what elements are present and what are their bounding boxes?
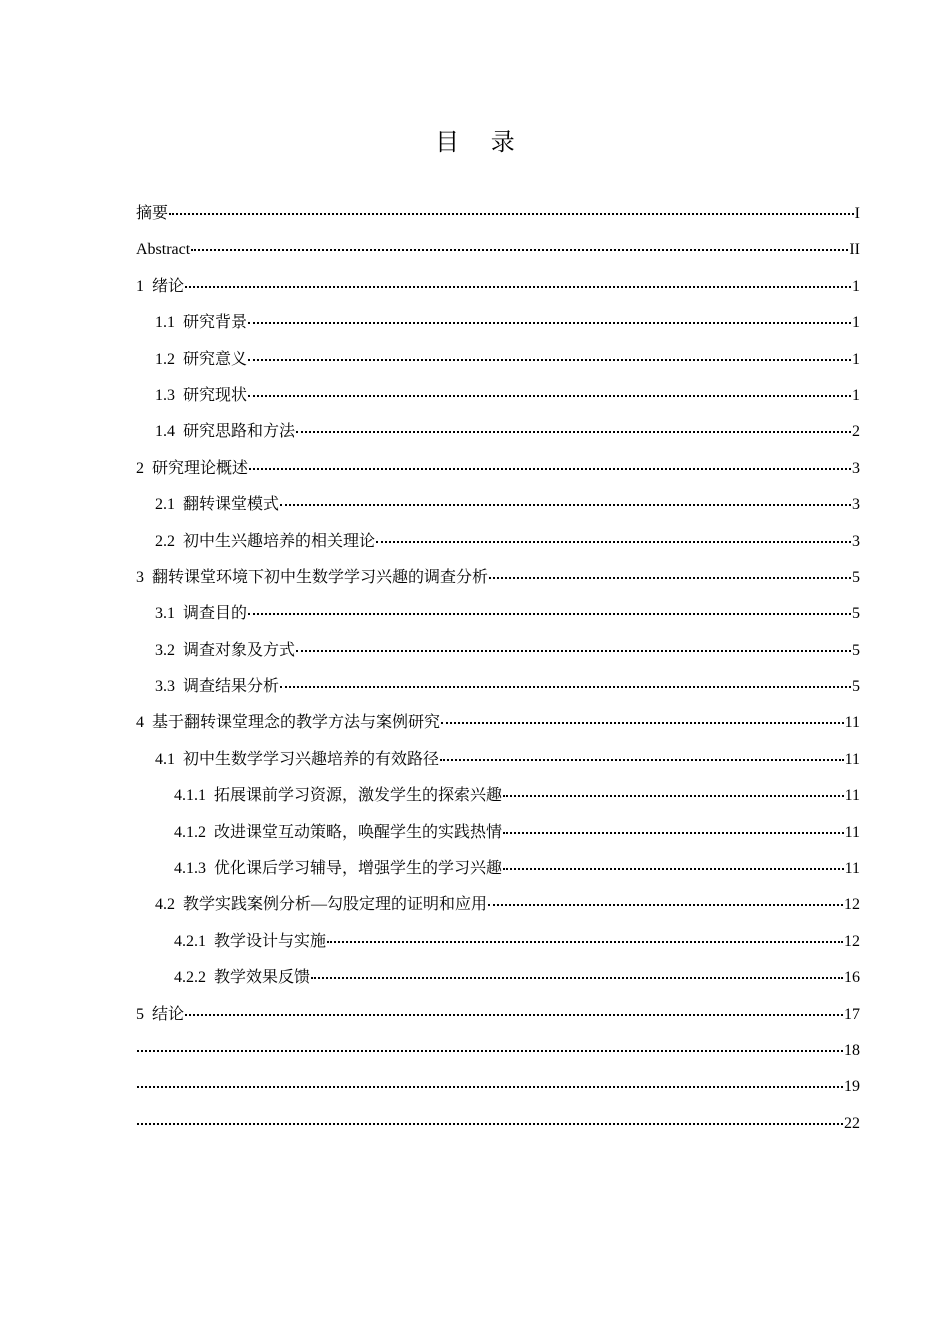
toc-entry-number: 2.2	[155, 532, 175, 550]
toc-entry[interactable]	[136, 524, 860, 560]
toc-entry-title: 拓展课前学习资源，激发学生的探索兴趣	[214, 787, 503, 805]
toc-entry-page-number: 1	[852, 386, 860, 404]
toc-entry-number: 4.2	[155, 896, 175, 914]
toc-entry-page-number: 17	[844, 1005, 860, 1023]
toc-entry[interactable]	[136, 1033, 860, 1069]
toc-entry-number: 4.1.2	[174, 823, 206, 841]
dot-leader	[248, 600, 851, 618]
dot-leader	[137, 1037, 843, 1055]
toc-entry[interactable]	[136, 560, 860, 596]
toc-entry-page-number: 1	[852, 314, 860, 332]
toc-entry[interactable]	[136, 451, 860, 487]
toc-entry-number: 2.1	[155, 496, 175, 514]
toc-entry[interactable]	[136, 669, 860, 705]
toc-entry[interactable]	[136, 196, 860, 232]
dot-leader	[185, 1001, 843, 1019]
toc-entry[interactable]	[136, 269, 860, 305]
toc-entry-title: 调查对象及方式	[183, 641, 296, 659]
toc-entry-number: 1.2	[155, 350, 175, 368]
dot-leader	[503, 782, 844, 800]
toc-entry-page-number: 1	[852, 350, 860, 368]
toc-entry-page-number: II	[849, 241, 860, 259]
toc-entry-title: 研究思路和方法	[183, 423, 296, 441]
toc-entry[interactable]	[136, 414, 860, 450]
toc-entry-number: 3.1	[155, 605, 175, 623]
toc-entry-number: 1	[136, 277, 144, 295]
dot-leader	[488, 891, 843, 909]
toc-entry-page-number: 1	[852, 277, 860, 295]
toc-entry-title: 绪论	[152, 277, 185, 295]
page-title: 目 录	[435, 128, 527, 156]
toc-entry-title: 教学设计与实施	[214, 932, 327, 950]
toc-entry-number: 3.2	[155, 641, 175, 659]
dot-leader	[296, 418, 851, 436]
toc-entry[interactable]	[136, 232, 860, 268]
toc-entry-page-number: 11	[844, 860, 860, 878]
toc-entry-title: 研究现状	[183, 386, 248, 404]
toc-entry-number: 1.3	[155, 386, 175, 404]
toc-entry[interactable]	[136, 596, 860, 632]
toc-entry-title: 研究背景	[183, 314, 248, 332]
dot-leader	[489, 564, 851, 582]
dot-leader	[327, 928, 843, 946]
dot-leader	[280, 491, 851, 509]
toc-entry[interactable]	[136, 924, 860, 960]
toc-entry-number: 4.2.2	[174, 969, 206, 987]
dot-leader	[296, 637, 851, 655]
dot-leader	[280, 673, 851, 691]
toc-entry-page-number: 5	[852, 568, 860, 586]
toc-entry-number: 1.1	[155, 314, 175, 332]
toc-entry[interactable]	[136, 778, 860, 814]
toc-entry-page-number: 19	[844, 1078, 860, 1096]
toc-entry[interactable]	[136, 1069, 860, 1105]
toc-entry-title: 优化课后学习辅导，增强学生的学习兴趣	[214, 860, 503, 878]
toc-entry[interactable]	[136, 305, 860, 341]
toc-entry-page-number: 3	[852, 459, 860, 477]
dot-leader	[248, 309, 851, 327]
dot-leader	[441, 709, 844, 727]
toc-entry[interactable]	[136, 851, 860, 887]
toc-entry-page-number: 11	[844, 823, 860, 841]
toc-entry[interactable]	[136, 997, 860, 1033]
toc-entry[interactable]	[136, 342, 860, 378]
toc-entry[interactable]	[136, 633, 860, 669]
toc-entry-page-number: 2	[852, 423, 860, 441]
toc-entry-number: 1.4	[155, 423, 175, 441]
toc-entry-page-number: 5	[852, 605, 860, 623]
toc-entry-page-number: 12	[844, 932, 860, 950]
toc-entry-number: 3	[136, 568, 144, 586]
toc-entry-page-number: 18	[844, 1041, 860, 1059]
dot-leader	[249, 455, 851, 473]
table-of-contents	[136, 196, 860, 1142]
toc-entry-title: 摘要	[136, 205, 169, 222]
toc-entry[interactable]	[136, 1106, 860, 1142]
toc-entry-number: 4.1	[155, 750, 175, 768]
toc-entry[interactable]	[136, 487, 860, 523]
toc-entry-page-number: 12	[844, 896, 860, 914]
toc-entry-title: 调查结果分析	[183, 678, 280, 696]
toc-entry[interactable]	[136, 742, 860, 778]
toc-entry-page-number: 5	[852, 641, 860, 659]
dot-leader	[169, 200, 854, 218]
dot-leader	[311, 964, 843, 982]
dot-leader	[248, 346, 851, 364]
toc-entry-page-number: I	[854, 205, 860, 222]
dot-leader	[137, 1110, 843, 1128]
toc-entry-number: 3.3	[155, 678, 175, 696]
toc-entry-page-number: 5	[852, 678, 860, 696]
dot-leader	[137, 1073, 843, 1091]
dot-leader	[185, 273, 851, 291]
toc-entry-title: 教学实践案例分析—勾股定理的证明和应用	[183, 896, 488, 914]
dot-leader	[440, 746, 844, 764]
toc-entry-number: 2	[136, 459, 144, 477]
toc-entry[interactable]	[136, 705, 860, 741]
toc-entry-title: 翻转课堂环境下初中生数学学习兴趣的调查分析	[152, 568, 489, 586]
toc-entry-title: 结论	[152, 1005, 185, 1023]
toc-entry-title: 基于翻转课堂理念的教学方法与案例研究	[152, 714, 441, 732]
dot-leader	[376, 528, 851, 546]
toc-entry[interactable]	[136, 960, 860, 996]
toc-entry[interactable]	[136, 378, 860, 414]
dot-leader	[503, 819, 844, 837]
toc-entry-title: 教学效果反馈	[214, 969, 311, 987]
toc-entry-title: 研究意义	[183, 350, 248, 368]
toc-entry-title: 初中生兴趣培养的相关理论	[183, 532, 376, 550]
toc-entry-title: 翻转课堂模式	[183, 496, 280, 514]
toc-entry-number: 4.2.1	[174, 932, 206, 950]
toc-entry-title: 调查目的	[183, 605, 248, 623]
toc-entry-title: 改进课堂互动策略，唤醒学生的实践热情	[214, 823, 503, 841]
toc-entry-number: 4.1.3	[174, 860, 206, 878]
dot-leader	[248, 382, 851, 400]
toc-entry-number: 4	[136, 714, 144, 732]
toc-entry-number: 5	[136, 1005, 144, 1023]
toc-entry-page-number: 11	[844, 787, 860, 805]
toc-entry-title: Abstract	[136, 241, 191, 259]
toc-entry[interactable]	[136, 815, 860, 851]
toc-entry-page-number: 11	[844, 714, 860, 732]
dot-leader	[503, 855, 844, 873]
toc-entry-page-number: 11	[844, 750, 860, 768]
toc-entry-page-number: 16	[844, 969, 860, 987]
toc-entry-page-number: 3	[852, 496, 860, 514]
toc-entry-page-number: 22	[844, 1114, 860, 1132]
toc-entry-number: 4.1.1	[174, 787, 206, 805]
dot-leader	[191, 236, 848, 254]
toc-entry-title: 初中生数学学习兴趣培养的有效路径	[183, 750, 440, 768]
toc-entry-page-number: 3	[852, 532, 860, 550]
toc-entry[interactable]	[136, 887, 860, 923]
toc-entry-title: 研究理论概述	[152, 459, 249, 477]
